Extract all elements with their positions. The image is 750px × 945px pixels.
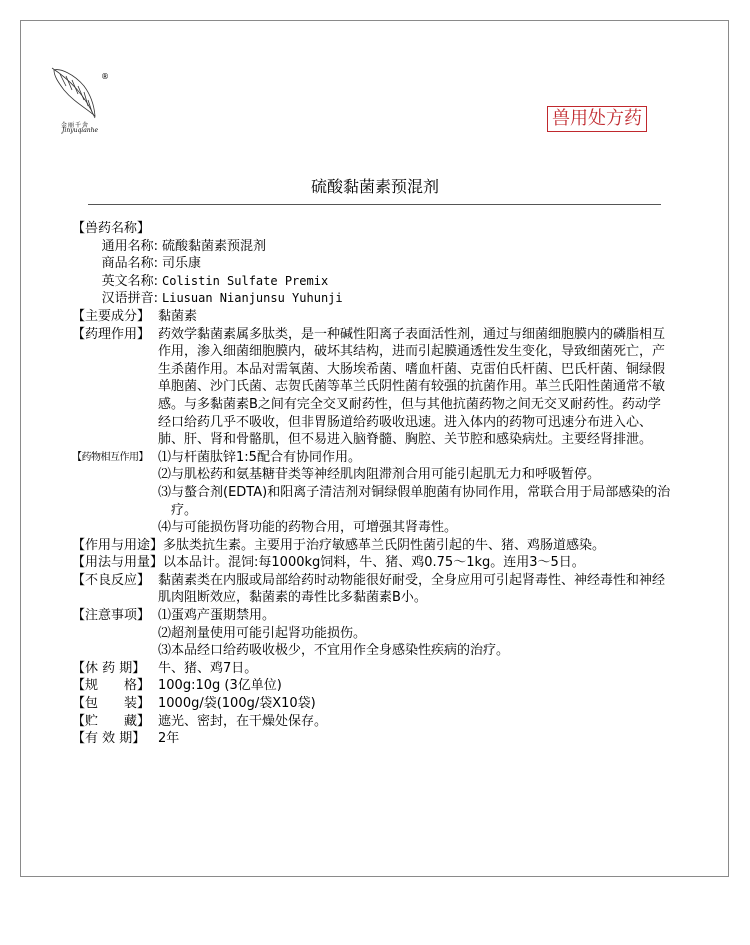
list-item xyxy=(158,625,672,643)
item-text: 蛋鸡产蛋期禁用。 xyxy=(171,608,276,624)
item-number: ⑷ xyxy=(158,520,172,536)
indications-value: 多肽类抗生素。主要用于治疗敏感革兰氏阴性菌引起的牛、猪、鸡肠道感染。 xyxy=(163,537,606,553)
package-label: 【包 装】 xyxy=(72,696,151,712)
list-item xyxy=(158,449,672,467)
prescription-badge: 兽用处方药 xyxy=(547,106,647,132)
spec-label: 【规 格】 xyxy=(72,678,151,694)
withdrawal-value: 牛、猪、鸡7日。 xyxy=(158,660,258,676)
ingredient-value: 黏菌素 xyxy=(158,308,198,324)
name-value: Colistin Sulfate Premix xyxy=(162,273,329,288)
label-content xyxy=(72,220,672,748)
adverse-label: 【不良反应】 xyxy=(72,572,151,588)
spec-row xyxy=(72,677,672,695)
pharmacology-row xyxy=(72,326,672,449)
precautions-list xyxy=(158,607,672,660)
item-text: 与杆菌肽锌1:5配合有协同作用。 xyxy=(171,449,361,465)
withdrawal-row xyxy=(72,660,672,678)
adverse-value: 黏菌素类在内服或局部给药时动物能很好耐受，全身应用可引起肾毒性、神经毒性和神经肌肉阻断效应，黏菌素的毒性比多黏菌素B小。 xyxy=(158,572,666,606)
name-value: 硫酸黏菌素预混剂 xyxy=(162,238,267,254)
name-value: Liusuan Nianjunsu Yuhunji xyxy=(162,291,343,306)
logo-brand-cn: 金丽千舍 xyxy=(61,122,90,129)
list-item xyxy=(158,642,672,660)
list-item xyxy=(158,484,672,519)
name-label: 商品名称: xyxy=(101,256,158,272)
item-number: ⑶ xyxy=(158,484,172,500)
logo-brand-pinyin: Jinyuqianhe xyxy=(62,127,99,134)
adverse-row xyxy=(72,572,672,607)
precautions-row xyxy=(72,607,672,660)
withdrawal-label: 【休 药 期】 xyxy=(72,660,146,676)
dosage-value: 以本品计。混饲:每1000kg饲料，牛、猪、鸡0.75～1kg。连用3～5日。 xyxy=(163,555,585,571)
interactions-row xyxy=(72,449,672,537)
pharmacology-label: 【药理作用】 xyxy=(72,326,151,342)
name-value: 司乐康 xyxy=(162,256,202,272)
title-divider xyxy=(88,204,661,205)
registered-mark: ® xyxy=(101,72,109,81)
storage-value: 遮光、密封，在干燥处保存。 xyxy=(158,713,328,729)
item-text: 与螯合剂(EDTA)和阳离子清洁剂对铜绿假单胞菌有协同作用，常联合用于局部感染的治疗。 xyxy=(171,484,671,518)
package-value: 1000g/袋(100g/袋X10袋) xyxy=(158,696,316,712)
item-number: ⑵ xyxy=(158,467,172,483)
ingredient-label: 【主要成分】 xyxy=(72,308,151,324)
ingredient-row xyxy=(72,308,672,326)
validity-row xyxy=(72,730,672,748)
name-label: 通用名称: xyxy=(101,238,158,254)
dosage-row xyxy=(72,554,672,572)
name-row xyxy=(72,290,672,308)
spec-value: 100g:10g (3亿单位) xyxy=(158,678,282,694)
item-text: 超剂量使用可能引起肾功能损伤。 xyxy=(171,625,367,641)
item-number: ⑴ xyxy=(158,608,172,624)
indications-label: 【作用与用途】 xyxy=(72,537,164,553)
names-header-row xyxy=(72,220,672,238)
list-item xyxy=(158,607,672,625)
name-row xyxy=(72,238,672,256)
item-text: 与肌松药和氨基糖苷类等神经肌肉阻滞剂合用可能引起肌无力和呼吸暂停。 xyxy=(171,467,601,483)
name-label: 英文名称: xyxy=(101,273,158,289)
validity-label: 【有 效 期】 xyxy=(72,731,146,747)
pharmacology-value: 药效学黏菌素属多肽类，是一种碱性阳离子表面活性剂，通过与细菌细胞膜内的磷脂相互作用，渗入细菌细胞膜内，破坏其结构，进而引起膜通透性发生变化，导致细菌死亡，产生杀菌作用。本品对需氧菌、大肠埃希菌、嗜血杆菌、克雷伯氏杆菌、巴氏杆菌、铜绿假单胞菌、沙门氏菌、志贺氏菌等革兰氏阴性菌有较强的抗菌作用。革兰氏阳性菌通常不敏感。与多黏菌素B之间有完全交叉耐药性，但与其他抗菌药物之间无交叉耐药性。药动学 经口给药几乎不吸收，但非胃肠道给药吸收迅速。进入体内的药物可迅速分布进入心、肺、肝、肾和骨骼肌，但不易进入脑脊髓、胸腔、关节腔和感染病灶。主要经肾排泄。 xyxy=(158,326,666,448)
name-row xyxy=(72,255,672,273)
interactions-list xyxy=(158,449,672,537)
name-row xyxy=(72,273,672,291)
list-item xyxy=(158,519,672,537)
indications-row xyxy=(72,537,672,555)
package-row xyxy=(72,695,672,713)
names-header: 【兽药名称】 xyxy=(72,221,151,236)
item-number: ⑴ xyxy=(158,449,172,465)
item-text: 本品经口给药吸收极少，不宜用作全身感染性疾病的治疗。 xyxy=(171,643,510,659)
name-label: 汉语拼音: xyxy=(101,291,158,307)
storage-label: 【贮 藏】 xyxy=(72,713,151,729)
precautions-label: 【注意事项】 xyxy=(72,608,151,624)
interactions-label: 【药物相互作用】 xyxy=(72,451,148,463)
item-number: ⑶ xyxy=(158,643,172,659)
validity-value: 2年 xyxy=(158,731,180,747)
item-text: 与可能损伤肾功能的药物合用，可增强其肾毒性。 xyxy=(171,520,458,536)
item-number: ⑵ xyxy=(158,625,172,641)
storage-row xyxy=(72,713,672,731)
page-title: 硫酸黏菌素预混剂 xyxy=(310,177,439,196)
list-item xyxy=(158,466,672,484)
dosage-label: 【用法与用量】 xyxy=(72,555,164,571)
